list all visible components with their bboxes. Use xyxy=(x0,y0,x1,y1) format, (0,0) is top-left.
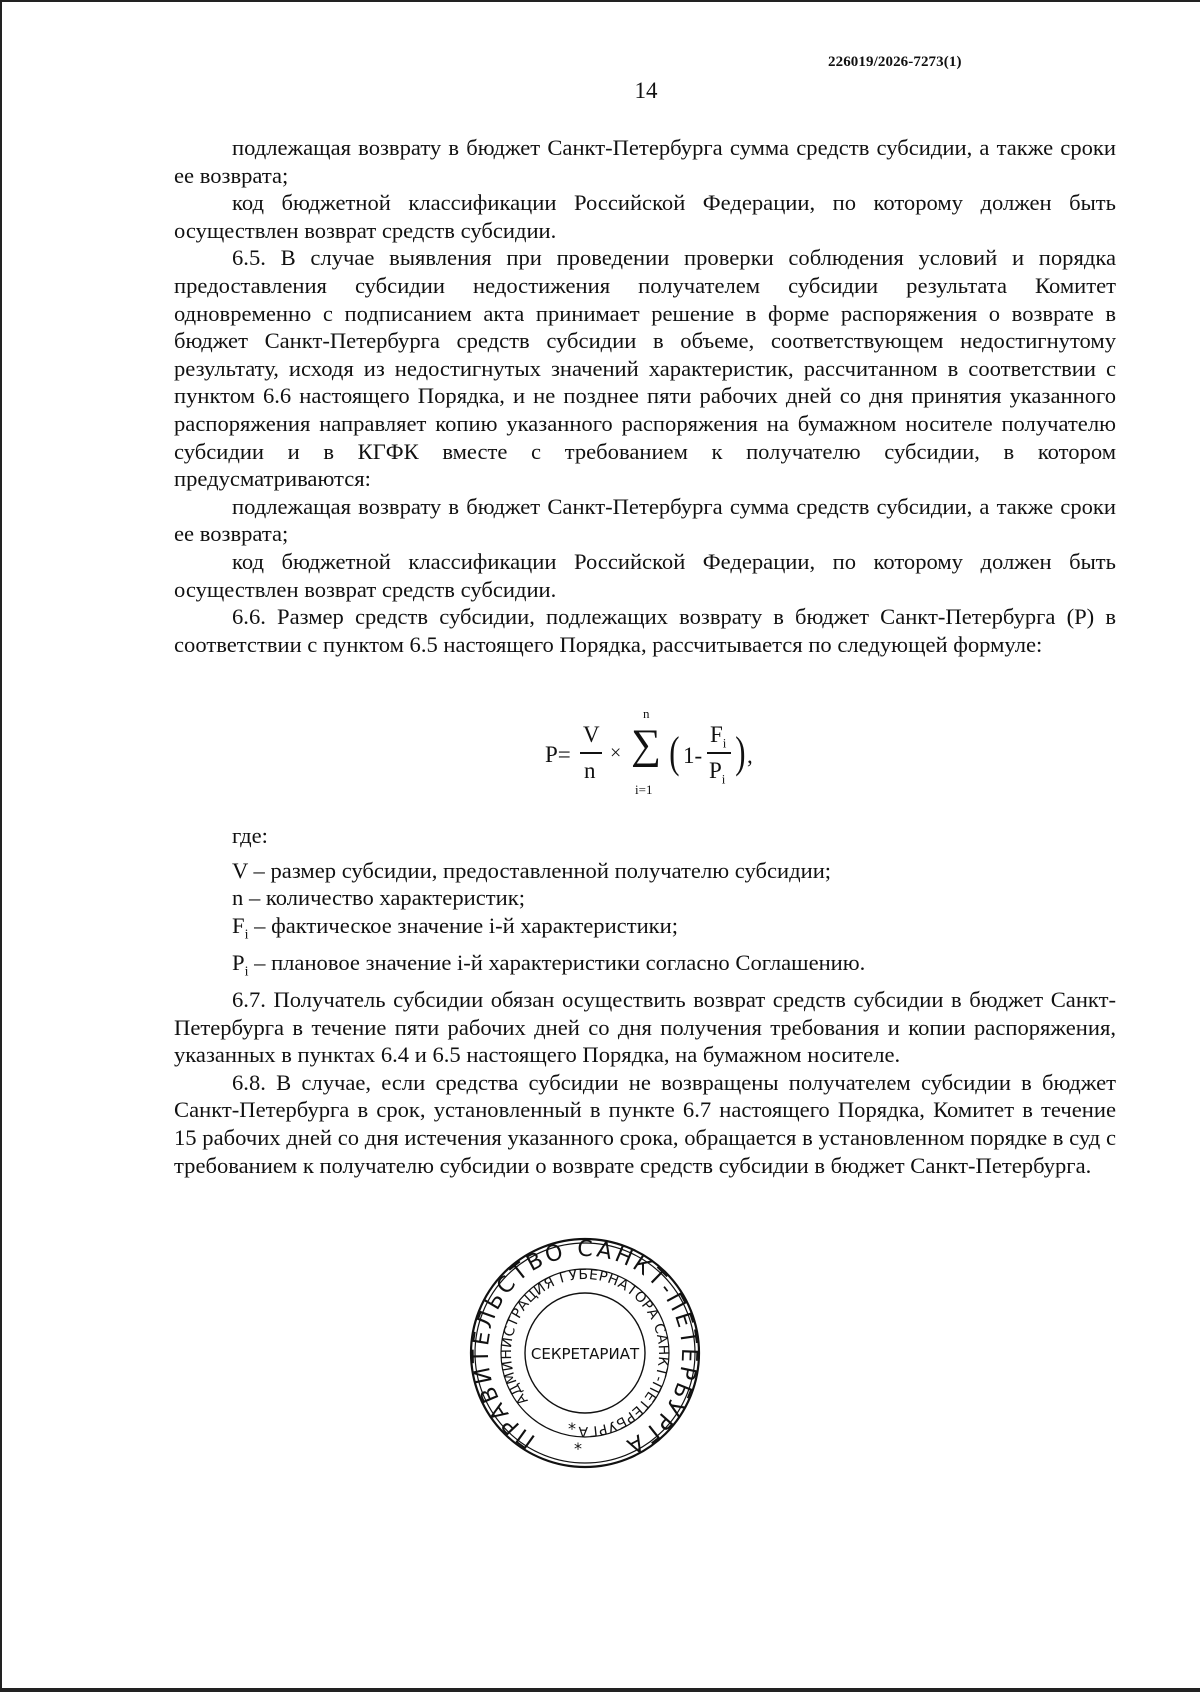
svg-text:АДМИНИСТРАЦИЯ ГУБЕРНАТОРА САНК: АДМИНИСТРАЦИЯ ГУБЕРНАТОРА САНКТ-ПЕТЕРБУРГА xyxy=(498,1266,672,1440)
paragraph: подлежащая возврату в бюджет Санкт-Петербурга сумма средств субсидии, а также сроки ее возврата; xyxy=(174,135,1116,188)
svg-text:*: * xyxy=(568,1419,576,1438)
fraction-line xyxy=(580,752,602,754)
seal-stamp xyxy=(468,1236,702,1470)
formula-denominator: n xyxy=(584,758,596,783)
paragraph: подлежащая возврату в бюджет Санкт-Петербурга сумма средств субсидии, а также сроки ее возврата; xyxy=(174,493,1116,547)
paragraph-6-6: 6.6. Размер средств субсидии, подлежащих возврату в бюджет Санкт-Петербурга (Р) в соответствии с пунктом 6.5 настоящего Порядка, рассчитывается по следующей формуле: xyxy=(174,604,1116,657)
formula-numerator: V xyxy=(583,722,600,747)
document-number: 226019/2026-7273(1) xyxy=(828,54,962,70)
legend-n: n – количество характеристик; xyxy=(232,885,525,911)
paragraph-6-7: 6.7. Получатель субсидии обязан осуществить возврат средств субсидии в бюджет Санкт-Петербурга в течение пяти рабочих дней со дня получения требования и копии распоряжения, указанных в пунктах 6.4 и 6.5 настоящего Порядка, на бумажном носителе. xyxy=(174,987,1116,1068)
seal-center-text: СЕКРЕТАРИАТ xyxy=(530,1345,640,1363)
legend-p: $P_i$ – плановое значение i-й характеристики согласно Соглашению. xyxy=(232,949,866,980)
sum-upper-limit: n xyxy=(643,706,650,721)
fraction-line xyxy=(707,752,731,754)
close-paren: ) xyxy=(735,728,746,777)
page-edge-bottom xyxy=(0,1688,1200,1692)
formula-comma: , xyxy=(747,743,753,768)
formula-p: $P_i$ xyxy=(709,758,726,787)
seal-graphic xyxy=(468,1236,702,1470)
page-edge-left xyxy=(0,0,2,1692)
page-edge-top xyxy=(0,0,1200,2)
sum-symbol: ∑ xyxy=(631,722,661,768)
paragraph-6-8: 6.8. В случае, если средства субсидии не возвращены получателем субсидии в бюджет Санкт-Петербурга в срок, установленный в пункте 6.7 настоящего Порядка, Комитет в течение 15 рабочих дней со дня истечения указанного срока, обращается в установленном порядке в суд с требованием к получателю субсидии о возврате средств субсидии в бюджет Санкт-Петербурга. xyxy=(174,1069,1116,1178)
formula-lhs: P= xyxy=(545,742,571,767)
legend-f: $F_i$ – фактическое значение i-й характеристики; xyxy=(232,912,679,943)
paragraph: код бюджетной классификации Российской Федерации, по которому должен быть осуществлен возврат средств субсидии. xyxy=(174,548,1116,602)
svg-text:ПРАВИТЕЛЬСТВО САНКТ-ПЕТЕРБУРГА: ПРАВИТЕЛЬСТВО САНКТ-ПЕТЕРБУРГА xyxy=(468,1236,702,1460)
paragraph-6-5: 6.5. В случае выявления при проведении проверки соблюдения условий и порядка предоставления субсидии недостижения получателем субсидии результата Комитет одновременно с подписанием акта принимает решение в форме распоряжения о возврате в бюджет Санкт-Петербурга средств субсидии в объеме, соответствующем недостигнутому результату, исходя из недостигнутых значений характеристик, рассчитанном в соответствии с пунктом 6.6 настоящего Порядка, и не позднее пяти рабочих дней со дня принятия указанного распоряжения направляет копию указанного распоряжения на бумажном носителе получателю субсидии и в КГФК вместе с требованием к получателю субсидии, в котором предусматриваются: xyxy=(174,245,1116,492)
svg-text:*: * xyxy=(574,1439,582,1458)
body-text xyxy=(174,134,1116,658)
formula xyxy=(545,706,765,808)
legend-intro: где: xyxy=(232,823,268,848)
formula-times: × xyxy=(610,742,622,764)
formula-legend xyxy=(174,822,1116,1179)
page-number: 14 xyxy=(634,78,658,103)
formula-f: $F_i$ xyxy=(710,722,727,751)
paragraph: код бюджетной классификации Российской Федерации, по которому должен быть осуществлен возврат средств субсидии. xyxy=(174,190,1116,243)
legend-v: V – размер субсидии, предоставленной получателю субсидии; xyxy=(232,857,832,883)
open-paren: ( xyxy=(669,728,680,777)
sum-lower-limit: i=1 xyxy=(635,782,653,797)
formula-one-minus: 1- xyxy=(683,743,703,768)
